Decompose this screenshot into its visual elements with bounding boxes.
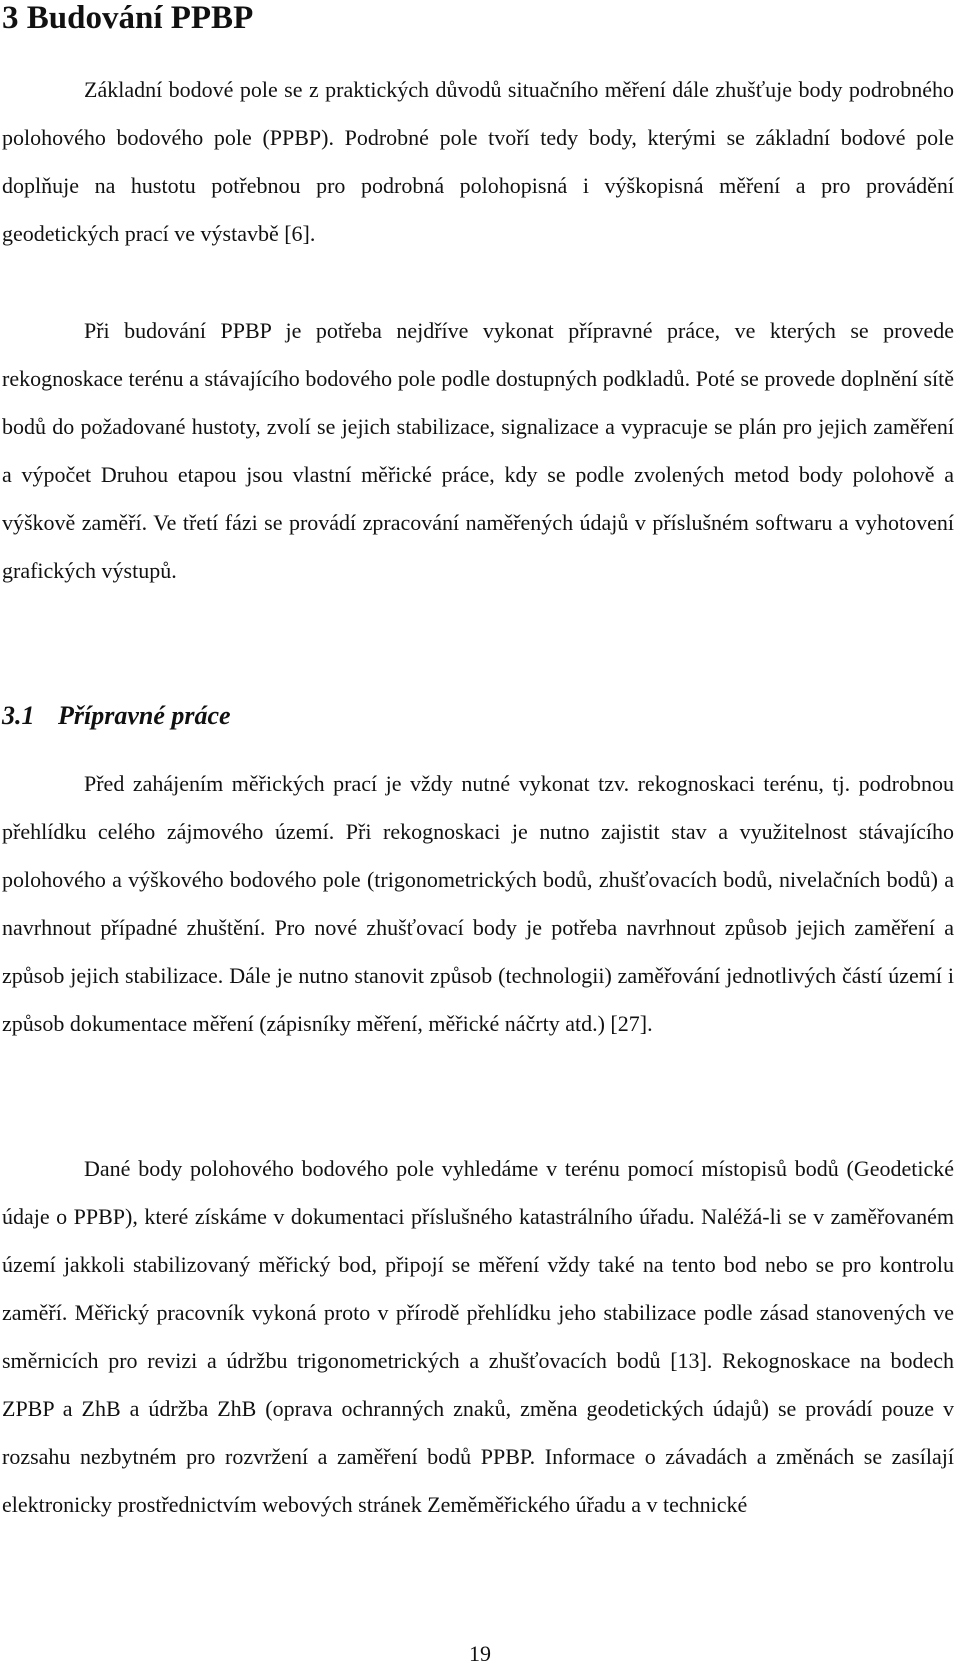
chapter-heading: 3 Budování PPBP [2,0,254,36]
paragraph-stages: Při budování PPBP je potřeba nejdříve vykonat přípravné práce, ve kterých se provede rekognoskace terénu a stávajícího bodového pole podle dostupných podkladů. Poté se provede doplnění sítě bodů do požadované hustoty, zvolí se jejich stabilizace, signalizace a vypracuje se plán pro jejich zaměření a výpočet Druhou etapou jsou vlastní měřické práce, kdy se podle zvolených metod body polohově a výškově zaměří. Ve třetí fázi se provádí zpracování naměřených údajů v příslušném softwaru a vyhotovení grafických výstupů. [2,318,954,583]
section-heading [2,696,231,736]
paragraph-given-points: Dané body polohového bodového pole vyhledáme v terénu pomocí místopisů bodů (Geodetické údaje o PPBP), které získáme v dokumentaci příslušného katastrálního úřadu. Naléžá-li se v zaměřovaném území jakkoli stabilizovaný měřický bod, připojí se měření vždy také na tento bod nebo se pro kontrolu zaměří. Měřický pracovník vykoná proto v přírodě přehlídku jeho stabilizace podle zásad stanovených ve směrnicích pro revizi a údržbu trigonometrických a zhušťovacích bodů [13]. Rekognoskace na bodech ZPBP a ZhB a údržba ZhB (oprava ochranných znaků, změna geodetických údajů) se provádí pouze v rozsahu nezbytném pro rozvržení a zaměření bodů PPBP. Informace o závadách a změnách se zasílají elektronicky prostřednictvím webových stránek Zeměměřického úřadu a v technické [2,1156,954,1517]
section-number: 3.1 [2,701,35,730]
paragraph-intro: Základní bodové pole se z praktických důvodů situačního měření dále zhušťuje body podrobného polohového bodového pole (PPBP). Podrobné pole tvoří tedy body, kterými se základní bodové pole doplňuje na hustotu potřebnou pro podrobná polohopisná i výškopisná měření a pro provádění geodetických prací ve výstavbě [6]. [2,77,954,246]
paragraph-reconnaissance: Před zahájením měřických prací je vždy nutné vykonat tzv. rekognoskaci terénu, tj. podrobnou přehlídku celého zájmového území. Při rekognoskaci je nutno zajistit stav a využitelnost stávajícího polohového a výškového bodového pole (trigonometrických bodů, zhušťovacích bodů, nivelačních bodů) a navrhnout případné zhuštění. Pro nové zhušťovací body je potřeba navrhnout způsob jejich zaměření a způsob jejich stabilizace. Dále je nutno stanovit způsob (technologii) zaměřování jednotlivých částí území i způsob dokumentace měření (zápisníky měření, měřické náčrty atd.) [27]. [2,771,954,1036]
section-title-text: Přípravné práce [58,701,231,730]
page-number: 19 [469,1641,491,1666]
